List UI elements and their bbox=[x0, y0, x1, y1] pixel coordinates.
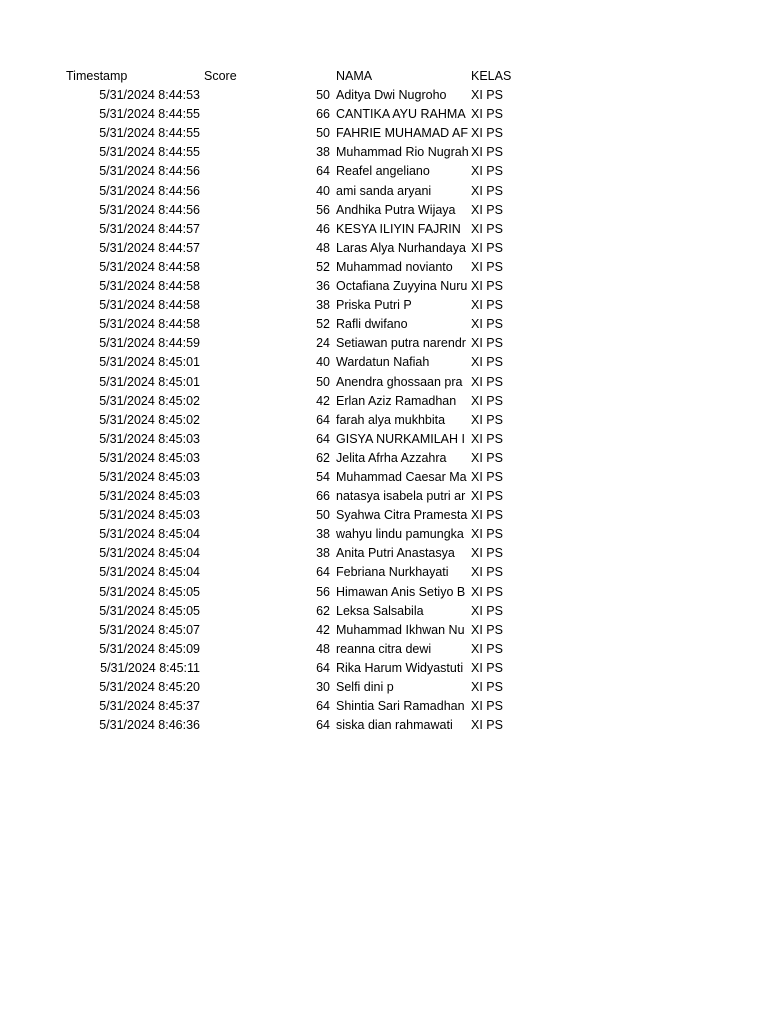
score-cell: 30 bbox=[316, 680, 330, 694]
nama-cell: Himawan Anis Setiyo B bbox=[336, 584, 466, 599]
score-cell: 36 bbox=[316, 279, 330, 294]
timestamp-cell: 5/31/2024 8:45:09 bbox=[99, 641, 200, 656]
timestamp-cell: 5/31/2024 8:45:03 bbox=[99, 469, 200, 484]
nama-cell: Setiawan putra narendr bbox=[336, 336, 466, 351]
nama-cell: Selfi dini p bbox=[336, 680, 394, 694]
score-cell: 52 bbox=[316, 317, 330, 332]
timestamp-cell: 5/31/2024 8:44:58 bbox=[99, 259, 200, 274]
score-cell: 66 bbox=[316, 489, 330, 504]
score-cell: 66 bbox=[316, 107, 330, 122]
nama-cell: Laras Alya Nurhandaya bbox=[336, 240, 466, 255]
kelas-cell: XI PS bbox=[471, 469, 503, 484]
kelas-cell: XI PS bbox=[471, 527, 503, 542]
score-cell: 46 bbox=[316, 221, 330, 236]
timestamp-cell: 5/31/2024 8:45:04 bbox=[99, 565, 200, 580]
timestamp-cell: 5/31/2024 8:45:05 bbox=[99, 584, 200, 599]
score-cell: 64 bbox=[316, 164, 330, 179]
kelas-cell: XI PS bbox=[471, 508, 503, 523]
timestamp-cell: 5/31/2024 8:44:56 bbox=[99, 164, 200, 179]
timestamp-cell: 5/31/2024 8:45:03 bbox=[99, 450, 200, 465]
score-cell: 38 bbox=[316, 546, 330, 561]
score-cell: 50 bbox=[316, 508, 330, 523]
nama-cell: wahyu lindu pamungka bbox=[336, 527, 464, 542]
nama-cell: Muhammad novianto bbox=[336, 259, 453, 274]
score-cell: 56 bbox=[316, 202, 330, 217]
score-cell: 52 bbox=[316, 259, 330, 274]
nama-cell: Octafiana Zuyyina Nuru bbox=[336, 279, 468, 294]
timestamp-cell: 5/31/2024 8:44:58 bbox=[99, 298, 200, 313]
nama-cell: Anita Putri Anastasya bbox=[336, 546, 455, 561]
nama-cell: Muhammad Rio Nugrah bbox=[336, 145, 469, 160]
timestamp-cell: 5/31/2024 8:44:56 bbox=[99, 183, 200, 198]
timestamp-cell: 5/31/2024 8:45:02 bbox=[99, 393, 200, 408]
timestamp-cell: 5/31/2024 8:44:53 bbox=[99, 88, 200, 103]
kelas-cell: XI PS bbox=[471, 279, 503, 294]
kelas-cell: XI PS bbox=[471, 431, 503, 446]
kelas-cell: XI PS bbox=[471, 183, 503, 198]
timestamp-cell: 5/31/2024 8:45:01 bbox=[99, 374, 200, 389]
score-cell: 64 bbox=[316, 412, 330, 427]
kelas-cell: XI PS bbox=[471, 317, 503, 332]
nama-cell: ami sanda aryani bbox=[336, 183, 432, 198]
timestamp-cell: 5/31/2024 8:45:11 bbox=[100, 660, 200, 675]
nama-cell: Shintia Sari Ramadhan bbox=[336, 699, 465, 714]
timestamp-cell: 5/31/2024 8:45:05 bbox=[99, 603, 200, 618]
kelas-cell: XI PS bbox=[471, 164, 503, 179]
nama-cell: FAHRIE MUHAMAD AF bbox=[336, 126, 468, 141]
kelas-cell: XI PS bbox=[471, 450, 503, 465]
kelas-cell: XI PS bbox=[471, 489, 503, 504]
nama-cell: Rika Harum Widyastuti bbox=[336, 660, 464, 675]
nama-cell: Priska Putri P bbox=[336, 298, 412, 313]
score-cell: 42 bbox=[316, 393, 330, 408]
kelas-cell: XI PS bbox=[471, 259, 503, 274]
nama-cell: Anendra ghossaan pra bbox=[336, 374, 463, 389]
score-cell: 54 bbox=[316, 469, 330, 484]
nama-cell: Muhammad Caesar Ma bbox=[336, 469, 467, 484]
score-cell: 56 bbox=[316, 584, 330, 599]
score-cell: 38 bbox=[316, 145, 330, 160]
timestamp-cell: 5/31/2024 8:44:56 bbox=[99, 202, 200, 217]
timestamp-cell: 5/31/2024 8:45:37 bbox=[99, 699, 200, 714]
timestamp-cell: 5/31/2024 8:44:58 bbox=[99, 279, 200, 294]
header-nama: NAMA bbox=[336, 69, 373, 83]
nama-cell: farah alya mukhbita bbox=[336, 412, 446, 427]
kelas-cell: XI PS bbox=[471, 622, 503, 637]
timestamp-cell: 5/31/2024 8:45:03 bbox=[99, 489, 200, 504]
kelas-cell: XI PS bbox=[471, 336, 503, 351]
timestamp-cell: 5/31/2024 8:44:57 bbox=[99, 221, 200, 236]
timestamp-cell: 5/31/2024 8:46:36 bbox=[99, 718, 200, 733]
score-cell: 40 bbox=[316, 183, 330, 198]
nama-cell: reanna citra dewi bbox=[336, 641, 432, 656]
nama-cell: KESYA ILIYIN FAJRIN bbox=[336, 221, 461, 236]
kelas-cell: XI PS bbox=[471, 202, 503, 217]
nama-cell: siska dian rahmawati bbox=[336, 718, 453, 733]
kelas-cell: XI PS bbox=[471, 88, 503, 103]
header-timestamp: Timestamp bbox=[66, 69, 128, 83]
timestamp-cell: 5/31/2024 8:45:01 bbox=[99, 355, 200, 370]
score-cell: 64 bbox=[316, 431, 330, 446]
score-cell: 50 bbox=[316, 374, 330, 389]
score-cell: 64 bbox=[316, 565, 330, 580]
timestamp-cell: 5/31/2024 8:45:04 bbox=[99, 546, 200, 561]
kelas-cell: XI PS bbox=[471, 145, 503, 160]
kelas-cell: XI PS bbox=[471, 546, 503, 561]
nama-cell: Rafli dwifano bbox=[336, 317, 408, 332]
score-cell: 62 bbox=[316, 450, 330, 465]
score-cell: 64 bbox=[316, 660, 330, 675]
score-cell: 50 bbox=[316, 88, 330, 103]
score-cell: 64 bbox=[316, 699, 330, 714]
kelas-cell: XI PS bbox=[471, 680, 503, 694]
kelas-cell: XI PS bbox=[471, 603, 503, 618]
nama-cell: Erlan Aziz Ramadhan bbox=[336, 393, 457, 408]
nama-cell: Andhika Putra Wijaya bbox=[336, 202, 456, 217]
nama-cell: Muhammad Ikhwan Nu bbox=[336, 622, 465, 637]
kelas-cell: XI PS bbox=[471, 374, 503, 389]
timestamp-cell: 5/31/2024 8:44:58 bbox=[99, 317, 200, 332]
kelas-cell: XI PS bbox=[471, 393, 503, 408]
score-cell: 48 bbox=[316, 641, 330, 656]
timestamp-cell: 5/31/2024 8:44:55 bbox=[99, 126, 200, 141]
nama-cell: CANTIKA AYU RAHMA bbox=[336, 107, 466, 122]
nama-cell: GISYA NURKAMILAH I bbox=[336, 431, 465, 446]
score-cell: 50 bbox=[316, 126, 330, 141]
header-kelas: KELAS bbox=[471, 69, 512, 83]
score-cell: 62 bbox=[316, 603, 330, 618]
timestamp-cell: 5/31/2024 8:44:57 bbox=[99, 240, 200, 255]
kelas-cell: XI PS bbox=[471, 221, 503, 236]
score-cell: 40 bbox=[316, 355, 330, 370]
kelas-cell: XI PS bbox=[471, 641, 503, 656]
timestamp-cell: 5/31/2024 8:45:20 bbox=[99, 680, 200, 694]
timestamp-cell: 5/31/2024 8:44:59 bbox=[99, 336, 200, 351]
nama-cell: Aditya Dwi Nugroho bbox=[336, 88, 447, 103]
kelas-cell: XI PS bbox=[471, 718, 503, 733]
nama-cell: Leksa Salsabila bbox=[336, 603, 424, 618]
nama-cell: Wardatun Nafiah bbox=[336, 355, 430, 370]
kelas-cell: XI PS bbox=[471, 126, 503, 141]
score-cell: 42 bbox=[316, 622, 330, 637]
nama-cell: Febriana Nurkhayati bbox=[336, 565, 449, 580]
score-cell: 24 bbox=[316, 336, 330, 351]
kelas-cell: XI PS bbox=[471, 298, 503, 313]
nama-cell: Jelita Afrha Azzahra bbox=[336, 450, 447, 465]
score-cell: 48 bbox=[316, 240, 330, 255]
timestamp-cell: 5/31/2024 8:44:55 bbox=[99, 107, 200, 122]
score-cell: 38 bbox=[316, 298, 330, 313]
timestamp-cell: 5/31/2024 8:45:03 bbox=[99, 431, 200, 446]
kelas-cell: XI PS bbox=[471, 107, 503, 122]
kelas-cell: XI PS bbox=[471, 240, 503, 255]
timestamp-cell: 5/31/2024 8:45:03 bbox=[99, 508, 200, 523]
kelas-cell: XI PS bbox=[471, 699, 503, 714]
score-cell: 64 bbox=[316, 718, 330, 733]
kelas-cell: XI PS bbox=[471, 565, 503, 580]
timestamp-cell: 5/31/2024 8:45:02 bbox=[99, 412, 200, 427]
kelas-cell: XI PS bbox=[471, 355, 503, 370]
nama-cell: Syahwa Citra Pramesta bbox=[336, 508, 468, 523]
score-cell: 38 bbox=[316, 527, 330, 542]
kelas-cell: XI PS bbox=[471, 584, 503, 599]
timestamp-cell: 5/31/2024 8:44:55 bbox=[99, 145, 200, 160]
kelas-cell: XI PS bbox=[471, 660, 503, 675]
kelas-cell: XI PS bbox=[471, 412, 503, 427]
nama-cell: Reafel angeliano bbox=[336, 164, 430, 179]
timestamp-cell: 5/31/2024 8:45:04 bbox=[99, 527, 200, 542]
nama-cell: natasya isabela putri ar bbox=[336, 489, 466, 504]
header-score: Score bbox=[204, 69, 237, 83]
timestamp-cell: 5/31/2024 8:45:07 bbox=[99, 622, 200, 637]
